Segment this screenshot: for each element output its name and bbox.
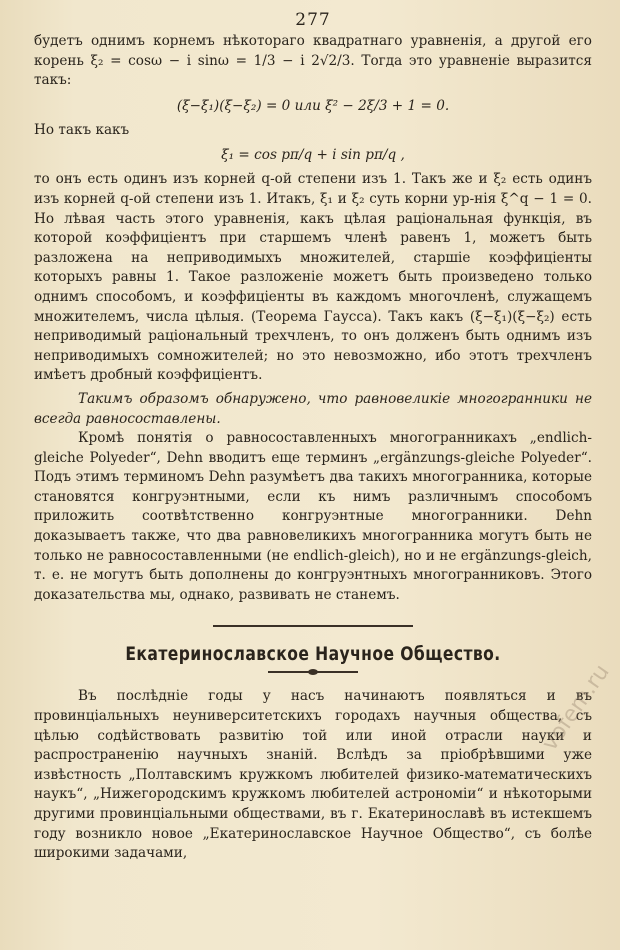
paragraph-roots: то онъ есть одинъ изъ корней q-ой степени изъ 1. Такъ же и ξ₂ есть одинъ изъ корней q-ой степени изъ 1. Итакъ, ξ₁ и ξ₂ суть корни ур-нія ξ^q − 1 = 0. Но лѣвая часть этого уравненія, какъ цѣлая раціональная функція, въ которой коэффиціентъ при старшемъ членѣ равенъ 1, можетъ быть разложена на неприводимыхъ множителей, старшіе коэффиціенты которыхъ равны 1. Такое разложеніе можетъ быть произведено только однимъ способомъ, и коэффиціенты въ каждомъ многочленѣ, служащемъ множителемъ, числа цѣлыя. (Теорема Гаусса). Такъ какъ (ξ−ξ₁)(ξ−ξ₂) есть неприводимый раціональный трехчленъ, то онъ долженъ быть однимъ изъ неприводимыхъ сомножителей; но это невозможно, ибо этотъ трехчленъ имѣетъ дробный коэффиціентъ. bbox=[34, 171, 592, 384]
formula-xi1: ξ₁ = cos pπ/q + i sin pπ/q , bbox=[221, 147, 405, 164]
formula-equation: (ξ−ξ₁)(ξ−ξ₂) = 0 или ξ² − 2ξ/3 + 1 = 0. bbox=[176, 97, 450, 114]
watermark: vofem.ru bbox=[537, 660, 615, 756]
conclusion-text: Такимъ образомъ обнаружено, что равновеликіе многогранники не всегда равносоставлены. bbox=[34, 390, 592, 427]
section-divider bbox=[213, 625, 413, 627]
paragraph-society: Въ послѣдніе годы у насъ начинаютъ появляться и въ провинціальныхъ неуниверситетскихъ городахъ научныя общества, съ цѣлью содѣйствовать развитію той или иной отрасли науки и распространенію научныхъ знаній. Вслѣдъ за пріобрѣвшими уже извѣстность „Полтавскимъ кружкомъ любителей физико-математическихъ наукъ“, „Нижегородскимъ кружкомъ любителей астрономіи“ и нѣкоторыми другими провинціальными обществами, въ г. Екатеринославѣ въ истекшемъ году возникло новое „Екатеринославское Научное Общество“, съ болѣе широкими задачами, bbox=[34, 688, 592, 862]
page-number: 277 bbox=[295, 10, 331, 30]
paragraph-but-since: Но такъ какъ bbox=[34, 121, 130, 138]
section-title: Екатеринославское Научное Общество. bbox=[125, 643, 501, 666]
paragraph-dehn: Кромѣ понятія о равносоставленныхъ многогранникахъ „endlich-gleiche Polyeder“, Dehn вводитъ еще терминъ „ergänzungs-gleiche Polyeder“. Подъ этимъ терминомъ Dehn разумѣетъ два такихъ многогранника, которые становятся конгруэнтными, если къ нимъ различнымъ способомъ приложить соотвѣтственно конгруэнтные многогранники. Dehn доказываетъ также, что два равновеликихъ многогранника могутъ быть не только не равносоставленными (не endlich-gleich), но и не ergänzungs-gleich, т. е. не могутъ быть дополнены до конгруэнтныхъ многогранниковъ. Этого доказательства мы, однако, развивать не станемъ. bbox=[34, 430, 592, 603]
paragraph-quadratic: будетъ однимъ корнемъ нѣкотораго квадратнаго уравненія, а другой его корень ξ₂ = cosω − i sinω = 1/3 − i 2√2/3. Тогда это уравненіе выразится такъ: bbox=[34, 33, 592, 89]
title-ornament bbox=[268, 671, 358, 673]
